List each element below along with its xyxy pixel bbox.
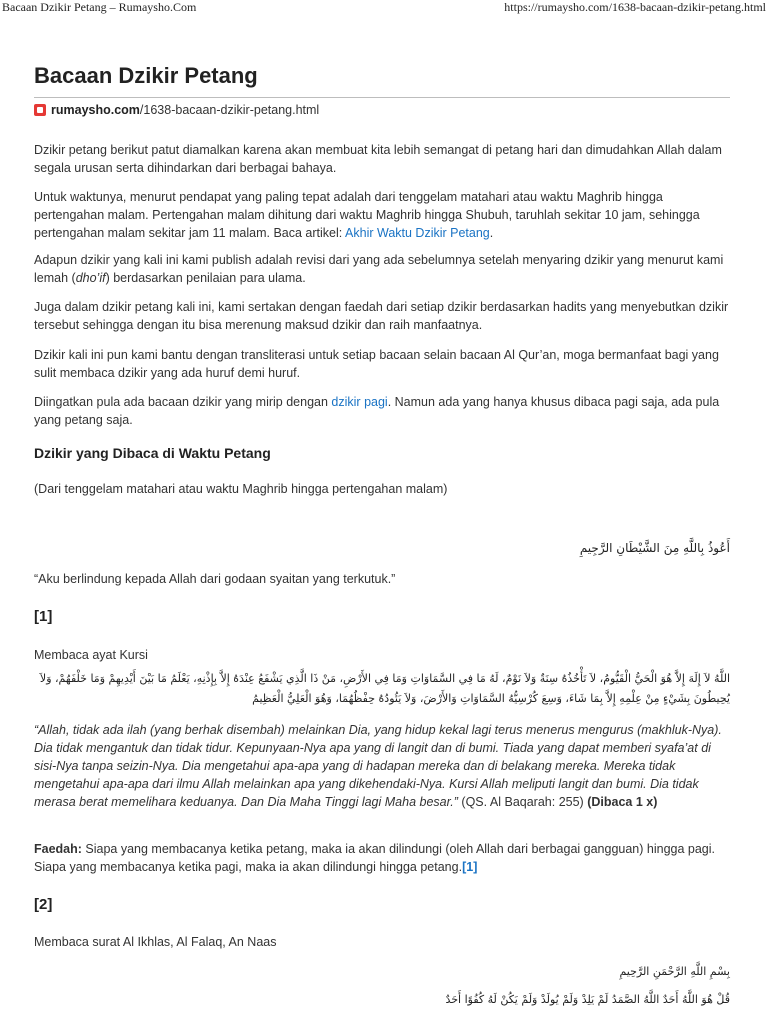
print-page-title: Bacaan Dzikir Petang – Rumaysho.Com xyxy=(2,0,197,14)
intro-paragraph-2-text: Untuk waktunya, menurut pendapat yang paling tepat adalah dari tenggelam matahari atau waktu Maghrib hingga pertengahan malam. Pertengahan malam dihitung dari waktu Maghrib hingga Shubuh, taruhlah sekitar 10 jam, sehingga pertengahan malam sekitar jam 11 malam. Baca artikel: xyxy=(34,190,700,240)
intro-paragraph-1: Dzikir petang berikut patut diamalkan karena akan membuat kita lebih semangat di petang hari dan dimudahkan Allah dalam segala urusan serta dihindarkan dari berbagai bahaya. xyxy=(34,143,722,175)
footnote-1-link[interactable]: [1] xyxy=(462,860,478,874)
item-1-arabic: اللَّهُ لاَ إِلَهَ إِلاَّ هُوَ الْحَيُّ الْقَيُّومُ، لاَ تَأْخُذُهُ سِنَةٌ وَلاَ نَوْمٌ، لَهُ مَا فِي السَّمَاوَاتِ وَمَا فِي الأَرْضِ، مَنْ ذَا الَّذِي يَشْفَعُ عِنْدَهُ إِلاَّ بِإِذْنِهِ، يَعْلَمُ مَا بَيْنَ أَيْدِيهِمْ وَمَا خَلْفَهُمْ، وَلاَ يُحِيطُونَ بِشَيْءٍ مِنْ عِلْمِهِ إِلاَّ بِمَا شَاءَ، وَسِعَ كُرْسِيُّهُ السَّمَاوَاتِ وَالأَرْضَ، وَلاَ يَئُودُهُ حِفْظُهُمَا، وَهُوَ الْعَلِيُّ الْعَظِيمُ xyxy=(39,672,730,705)
intro-paragraph-3-after: ) berdasarkan penilaian para ulama. xyxy=(105,271,306,285)
intro-paragraph-6 xyxy=(34,393,730,429)
intro-paragraph-6-before: Diingatkan pula ada bacaan dzikir yang mirip dengan xyxy=(34,395,332,409)
faedah-label: Faedah: xyxy=(34,842,82,856)
title-divider xyxy=(34,97,730,98)
item-1-faedah xyxy=(34,840,730,876)
item-1-number: [1] xyxy=(34,608,53,625)
intro-paragraph-2-end: . xyxy=(489,226,494,240)
source-link[interactable] xyxy=(34,103,319,117)
item-2-intro: Membaca surat Al Ikhlas, Al Falaq, An Naas xyxy=(34,935,277,949)
intro-paragraph-4: Juga dalam dzikir petang kali ini, kami sertakan dengan faedah dari setiap dzikir berdasarkan hadits yang menyebutkan dzikir tersebut sehingga dengan itu bisa merenung maksud dzikir dan raih manfaatnya. xyxy=(34,300,729,332)
ayat-kursi-citation: (QS. Al Baqarah: 255) xyxy=(457,795,588,809)
dzikir-pagi-link[interactable]: dzikir pagi xyxy=(331,395,388,409)
ayat-kursi-translation: “Allah, tidak ada ilah (yang berhak disembah) melainkan Dia, yang hidup kekal lagi terus menerus mengurus (makhluk-Nya). Dia tidak mengantuk dan tidak tidur. Kepunyaan-Nya apa yang di langit dan di bumi. Tiada yang dapat memberi syafa’at di sisi-Nya tanpa seizin-Nya. Dia mengetahui apa-apa yang di hadapan mereka dan di belakang mereka. Mereka tidak mengetahui apa-apa dari ilmu Allah melainkan apa yang dikehendaki-Nya. Kursi Allah meliputi langit dan bumi. Dia tidak merasa berat memelihara keduanya. Dan Dia Maha Tinggi lagi Maha besar.” xyxy=(34,723,722,809)
source-path: /1638-bacaan-dzikir-petang.html xyxy=(139,103,320,117)
print-header xyxy=(0,0,768,16)
intro-paragraph-3 xyxy=(34,251,730,287)
item-1-translation xyxy=(34,721,730,811)
taawudz-arabic: أَعُوذُ بِاللَّهِ مِنَ الشَّيْطَانِ الرَّجِيمِ xyxy=(579,541,730,555)
taawudz-translation: “Aku berlindung kepada Allah dari godaan syaitan yang terkutuk.” xyxy=(34,572,396,586)
al-ikhlas-arabic: قُلْ هُوَ اللَّهُ أَحَدٌ اللَّهُ الصَّمَدُ لَمْ يَلِدْ وَلَمْ يُولَدْ وَلَمْ يَكُنْ لَهُ كُفُوًا أَحَدٌ xyxy=(445,993,730,1006)
print-page-url[interactable]: https://rumaysho.com/1638-bacaan-dzikir-petang.html xyxy=(504,0,766,14)
source-domain: rumaysho.com xyxy=(51,103,140,117)
site-favicon-icon xyxy=(34,104,46,116)
item-2-number: [2] xyxy=(34,896,53,913)
intro-paragraph-2 xyxy=(34,188,730,242)
intro-paragraph-6-after: . Namun ada yang hanya khusus dibaca pagi saja, ada pula yang petang saja. xyxy=(34,395,720,427)
ayat-kursi-count: (Dibaca 1 x) xyxy=(587,795,658,809)
basmalah-arabic: بِسْمِ اللَّهِ الرَّحْمَنِ الرَّحِيمِ xyxy=(619,965,730,978)
item-1-intro: Membaca ayat Kursi xyxy=(34,648,148,662)
section-heading: Dzikir yang Dibaca di Waktu Petang xyxy=(34,445,271,461)
page-title: Bacaan Dzikir Petang xyxy=(34,63,258,88)
faedah-text: Siapa yang membacanya ketika petang, maka ia akan dilindungi (oleh Allah dari berbagai gangguan) hingga pagi. Siapa yang membacanya ketika pagi, maka ia akan dilindungi hingga petang. xyxy=(34,842,716,874)
dhoif-term: dho’if xyxy=(75,271,106,285)
intro-paragraph-5: Dzikir kali ini pun kami bantu dengan transliterasi untuk setiap bacaan selain bacaan Al Qur’an, moga bermanfaat bagi yang sulit membaca dzikir yang ada huruf demi huruf. xyxy=(34,348,719,380)
akhir-waktu-dzikir-link[interactable]: Akhir Waktu Dzikir Petang xyxy=(345,226,490,240)
section-subtitle: (Dari tenggelam matahari atau waktu Maghrib hingga pertengahan malam) xyxy=(34,482,448,496)
intro-paragraph-3-before: Adapun dzikir yang kali ini kami publish adalah revisi dari yang ada sebelumnya setelah menyaring dzikir yang menurut kami lemah ( xyxy=(34,253,724,285)
